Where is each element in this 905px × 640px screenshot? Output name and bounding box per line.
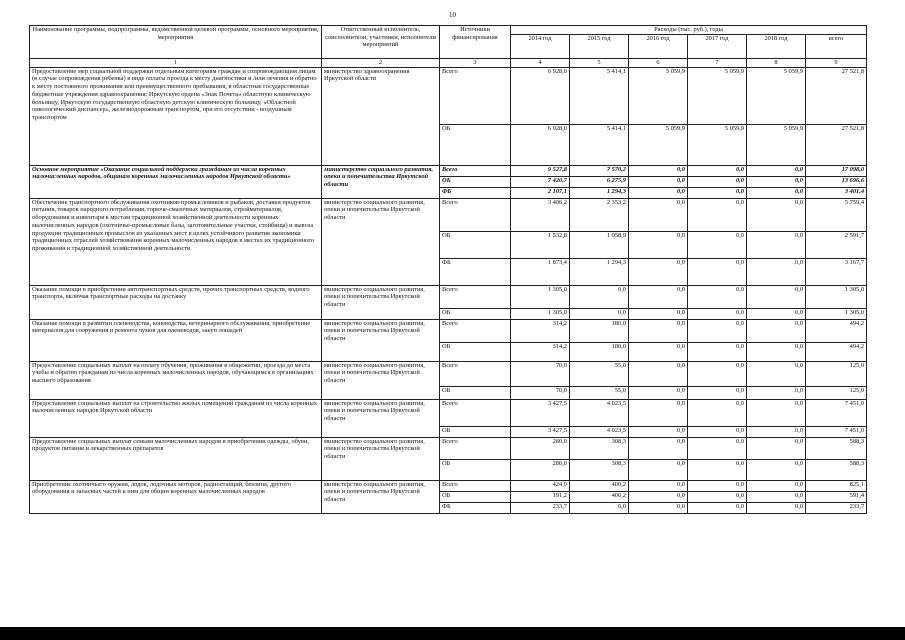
amount-total: 17 098,0 [806, 165, 867, 176]
header-year: 2015 год [570, 35, 629, 59]
amount-year: 0,0 [629, 399, 688, 426]
measure-executor: министерство социального развития, опеки и попечительства Иркутской области [322, 198, 440, 285]
amount-year: 3 427,5 [511, 426, 570, 437]
amount-year: 1 305,0 [511, 285, 570, 308]
amount-year: 233,7 [511, 502, 570, 513]
column-index: 2 [322, 59, 440, 68]
measure-name: Оказание помощи в развитии оленеводства, коневодства, ветеринарного обслуживания, приобретение материалов для сооружения и ремонта чумов для оленеводов, закуп лошадей [30, 319, 322, 361]
amount-year: 0,0 [629, 187, 688, 198]
header-total: всего [806, 35, 867, 59]
table-header [30, 26, 867, 68]
measure-name: Предоставление мер социальной поддержки отдельным категориям граждан и сопровождающим лицам (в случае сопровождения ребенка) в виде оплаты проезда к месту диагностики и /или лечения и обратно к месту постоянного проживания или преимущественного пребывания, в областные государственные бюджетные учреждения здравоохранения: Иркутскую ордена «Знак Почета» областную клиническую больницу, Иркутскую государственную областную детскую клиническую больницу, «Областной онкологический диспансер», железнодорожным транспортом, при его отсутствии - воздушным транспортом [30, 67, 322, 165]
funding-source: Всего [440, 480, 511, 491]
funding-source: ФБ [440, 187, 511, 198]
amount-year: 55,0 [570, 386, 629, 399]
table-row [30, 437, 867, 459]
header-source: Источники финансирования [440, 26, 511, 59]
column-index: 6 [629, 59, 688, 68]
measure-name: Приобретение охотничьего оружия, лодок, лодочных моторов, радиостанций, бензина, другого оборудования и запасных частей к ним для общин коренных малочисленных народов [30, 480, 322, 513]
measure-executor: министерство социального развития, опеки и попечительства Иркутской области [322, 165, 440, 198]
header-year: 2018 год [747, 35, 806, 59]
amount-total: 2 591,7 [806, 231, 867, 258]
amount-total: 494,2 [806, 342, 867, 361]
amount-year: 0,0 [747, 231, 806, 258]
measure-name: Предоставление социальных выплат семьям малочисленных народов в приобретении одежды, обуви, продуктов питания и лекарственных препаратов [30, 437, 322, 480]
amount-total: 3 167,7 [806, 258, 867, 285]
funding-source: Всего [440, 165, 511, 176]
amount-year: 0,0 [688, 386, 747, 399]
funding-source: ФБ [440, 258, 511, 285]
funding-source: ОБ [440, 491, 511, 502]
expenses-table [29, 25, 867, 514]
amount-year: 0,0 [629, 308, 688, 319]
amount-total: 1 305,0 [806, 285, 867, 308]
amount-year: 0,0 [747, 426, 806, 437]
amount-year: 0,0 [688, 480, 747, 491]
header-year: 2016 год [629, 35, 688, 59]
amount-year: 6 928,0 [511, 124, 570, 165]
amount-year: 0,0 [688, 426, 747, 437]
measure-executor: министерство социального развития, опеки и попечительства Иркутской области [322, 319, 440, 361]
table-row [30, 399, 867, 426]
amount-year: 55,0 [570, 361, 629, 386]
amount-year: 0,0 [747, 480, 806, 491]
measure-name: Предоставление социальных выплат на оплату обучения, проживания в общежитии, проезда до места учебы и обратно гражданам из числа коренных малочисленных народов, обучающимся в организациях высшего образования [30, 361, 322, 399]
amount-year: 5 059,9 [629, 67, 688, 124]
amount-year: 7 570,2 [570, 165, 629, 176]
amount-year: 70,0 [511, 361, 570, 386]
measure-executor: министерство социального развития, опеки и попечительства Иркутской области [322, 285, 440, 319]
amount-year: 5 059,9 [688, 67, 747, 124]
amount-total: 233,7 [806, 502, 867, 513]
funding-source: ОБ [440, 231, 511, 258]
amount-year: 424,9 [511, 480, 570, 491]
measure-executor: министерство социального развития, опеки и попечительства Иркутской области [322, 437, 440, 480]
amount-total: 27 521,8 [806, 67, 867, 124]
measure-name: Основное мероприятие «Оказание социальной поддержки гражданам из числа коренных малочисленных народов, общинам коренных малочисленных народов Иркутской области» [30, 165, 322, 198]
amount-year: 0,0 [688, 231, 747, 258]
amount-year: 314,2 [511, 319, 570, 342]
funding-source: Всего [440, 198, 511, 231]
amount-year: 0,0 [747, 361, 806, 386]
amount-year: 6 928,0 [511, 67, 570, 124]
amount-year: 3 427,5 [511, 399, 570, 426]
column-index: 1 [30, 59, 322, 68]
funding-source: ОБ [440, 342, 511, 361]
column-index: 9 [806, 59, 867, 68]
amount-total: 7 451,0 [806, 399, 867, 426]
header-year: 2017 год [688, 35, 747, 59]
amount-year: 280,0 [511, 459, 570, 480]
amount-year: 0,0 [688, 308, 747, 319]
amount-year: 2 353,2 [570, 198, 629, 231]
amount-year: 6 275,9 [570, 176, 629, 187]
column-index: 5 [570, 59, 629, 68]
amount-year: 4 023,5 [570, 399, 629, 426]
page-number: 10 [449, 11, 456, 19]
header-expenses: Расходы (тыс. руб.), годы [511, 26, 867, 35]
measure-name: Обеспечение транспортного обслуживания охотников-промысловиков и рыбаков, доставки продуктов питания, товаров народного потребления, горюче-смазочных материалов, стройматериалов, оборудования и инвентаря к местам традиционной хозяйственной деятельности коренных малочисленных народов (охотничье-промысловые базы, заготовительные участки, стойбища) и вывоза продукции традиционных промыслов из указанных мест в целях устойчивого развития экономики традиционных отраслей хозяйствования коренных малочисленных народов в местах их традиционного проживания и традиционной хозяйственной деятельности [30, 198, 322, 285]
amount-year: 0,0 [570, 308, 629, 319]
amount-total: 588,3 [806, 459, 867, 480]
amount-year: 0,0 [688, 437, 747, 459]
measure-executor: министерство здравоохранения Иркутской области [322, 67, 440, 165]
measure-name: Оказание помощи в приобретении автотранспортных средств, прочих транспортных средств, водного транспорта, включая транспортные расходы на доставку [30, 285, 322, 319]
amount-year: 0,0 [629, 258, 688, 285]
amount-year: 0,0 [747, 198, 806, 231]
amount-total: 27 521,8 [806, 124, 867, 165]
amount-year: 0,0 [570, 502, 629, 513]
funding-source: Всего [440, 67, 511, 124]
amount-year: 0,0 [629, 459, 688, 480]
amount-year: 5 059,9 [688, 124, 747, 165]
table-row [30, 198, 867, 231]
measure-name: Предоставление социальных выплат на строительство жилых помещений гражданам из числа коренных малочисленных народов Иркутской области [30, 399, 322, 437]
amount-year: 0,0 [629, 176, 688, 187]
amount-year: 0,0 [688, 361, 747, 386]
amount-total: 7 451,0 [806, 426, 867, 437]
amount-year: 0,0 [629, 426, 688, 437]
amount-year: 7 420,7 [511, 176, 570, 187]
amount-year: 191,2 [511, 491, 570, 502]
amount-year: 5 059,9 [747, 124, 806, 165]
funding-source: ФБ [440, 502, 511, 513]
column-index: 8 [747, 59, 806, 68]
amount-year: 0,0 [629, 386, 688, 399]
amount-year: 5 059,9 [629, 124, 688, 165]
funding-source: ОБ [440, 308, 511, 319]
amount-year: 0,0 [688, 176, 747, 187]
column-index: 3 [440, 59, 511, 68]
amount-year: 308,3 [570, 459, 629, 480]
amount-year: 1 532,8 [511, 231, 570, 258]
funding-source: Всего [440, 285, 511, 308]
header-year: 2014 год [511, 35, 570, 59]
table-row [30, 480, 867, 491]
amount-year: 0,0 [570, 285, 629, 308]
funding-source: ОБ [440, 386, 511, 399]
amount-total: 13 696,6 [806, 176, 867, 187]
amount-year: 0,0 [629, 231, 688, 258]
amount-year: 0,0 [747, 386, 806, 399]
amount-year: 0,0 [688, 342, 747, 361]
amount-year: 0,0 [629, 502, 688, 513]
funding-source: Всего [440, 319, 511, 342]
amount-year: 0,0 [747, 308, 806, 319]
amount-year: 0,0 [688, 165, 747, 176]
amount-year: 0,0 [629, 361, 688, 386]
amount-year: 1 058,9 [570, 231, 629, 258]
amount-year: 2 107,1 [511, 187, 570, 198]
amount-year: 0,0 [629, 491, 688, 502]
amount-total: 125,0 [806, 386, 867, 399]
amount-year: 0,0 [629, 285, 688, 308]
funding-source: ОБ [440, 176, 511, 187]
amount-year: 0,0 [747, 437, 806, 459]
amount-year: 0,0 [747, 176, 806, 187]
amount-year: 0,0 [747, 258, 806, 285]
scan-bottom-edge [0, 627, 905, 640]
amount-year: 180,0 [570, 342, 629, 361]
amount-year: 4 023,5 [570, 426, 629, 437]
amount-year: 0,0 [629, 342, 688, 361]
funding-source: Всего [440, 361, 511, 386]
amount-year: 180,0 [570, 319, 629, 342]
amount-year: 0,0 [747, 459, 806, 480]
amount-year: 0,0 [747, 342, 806, 361]
amount-year: 0,0 [688, 319, 747, 342]
amount-year: 0,0 [629, 319, 688, 342]
amount-year: 0,0 [747, 399, 806, 426]
amount-year: 0,0 [688, 399, 747, 426]
amount-year: 0,0 [688, 502, 747, 513]
amount-year: 400,2 [570, 491, 629, 502]
amount-year: 308,3 [570, 437, 629, 459]
amount-year: 0,0 [629, 437, 688, 459]
amount-year: 1 305,0 [511, 308, 570, 319]
funding-source: ОБ [440, 459, 511, 480]
amount-year: 1 873,4 [511, 258, 570, 285]
amount-total: 3 401,4 [806, 187, 867, 198]
amount-year: 0,0 [629, 480, 688, 491]
amount-year: 1 294,3 [570, 187, 629, 198]
amount-total: 591,4 [806, 491, 867, 502]
amount-total: 125,0 [806, 361, 867, 386]
measure-executor: министерство социального развития, опеки и попечительства Иркутской области [322, 361, 440, 399]
amount-year: 5 414,1 [570, 67, 629, 124]
amount-total: 1 305,0 [806, 308, 867, 319]
funding-source: Всего [440, 437, 511, 459]
amount-year: 0,0 [747, 502, 806, 513]
table-row [30, 67, 867, 124]
funding-source: ОБ [440, 426, 511, 437]
amount-year: 0,0 [747, 187, 806, 198]
column-index: 7 [688, 59, 747, 68]
amount-year: 0,0 [688, 285, 747, 308]
amount-year: 0,0 [747, 165, 806, 176]
amount-year: 0,0 [688, 198, 747, 231]
funding-source: ОБ [440, 124, 511, 165]
amount-total: 5 759,4 [806, 198, 867, 231]
amount-year: 0,0 [629, 198, 688, 231]
amount-year: 5 414,1 [570, 124, 629, 165]
table-row [30, 165, 867, 176]
table-row [30, 319, 867, 342]
amount-year: 0,0 [688, 459, 747, 480]
amount-year: 0,0 [688, 258, 747, 285]
amount-year: 314,2 [511, 342, 570, 361]
amount-year: 1 294,3 [570, 258, 629, 285]
amount-year: 0,0 [747, 285, 806, 308]
funding-source: Всего [440, 399, 511, 426]
amount-total: 588,3 [806, 437, 867, 459]
table-body [30, 67, 867, 513]
amount-year: 0,0 [688, 187, 747, 198]
header-name: Наименование программы, подпрограммы, ведомственной целевой программы, основного мероприятия, мероприятия [30, 26, 322, 59]
measure-executor: министерство социального развития, опеки и попечительства Иркутской области [322, 480, 440, 513]
measure-executor: министерство социального развития, опеки и попечительства Иркутской области [322, 399, 440, 437]
amount-year: 3 406,2 [511, 198, 570, 231]
amount-year: 0,0 [747, 491, 806, 502]
amount-year: 0,0 [688, 491, 747, 502]
column-index: 4 [511, 59, 570, 68]
amount-year: 400,2 [570, 480, 629, 491]
amount-year: 0,0 [747, 319, 806, 342]
table-row [30, 285, 867, 308]
amount-total: 494,2 [806, 319, 867, 342]
amount-year: 9 527,8 [511, 165, 570, 176]
amount-year: 70,0 [511, 386, 570, 399]
amount-year: 0,0 [629, 165, 688, 176]
amount-total: 825,1 [806, 480, 867, 491]
amount-year: 5 059,9 [747, 67, 806, 124]
table-row [30, 361, 867, 386]
amount-year: 280,0 [511, 437, 570, 459]
header-executor: Ответственный исполнитель, соисполнители, участники, исполнители мероприятий [322, 26, 440, 59]
